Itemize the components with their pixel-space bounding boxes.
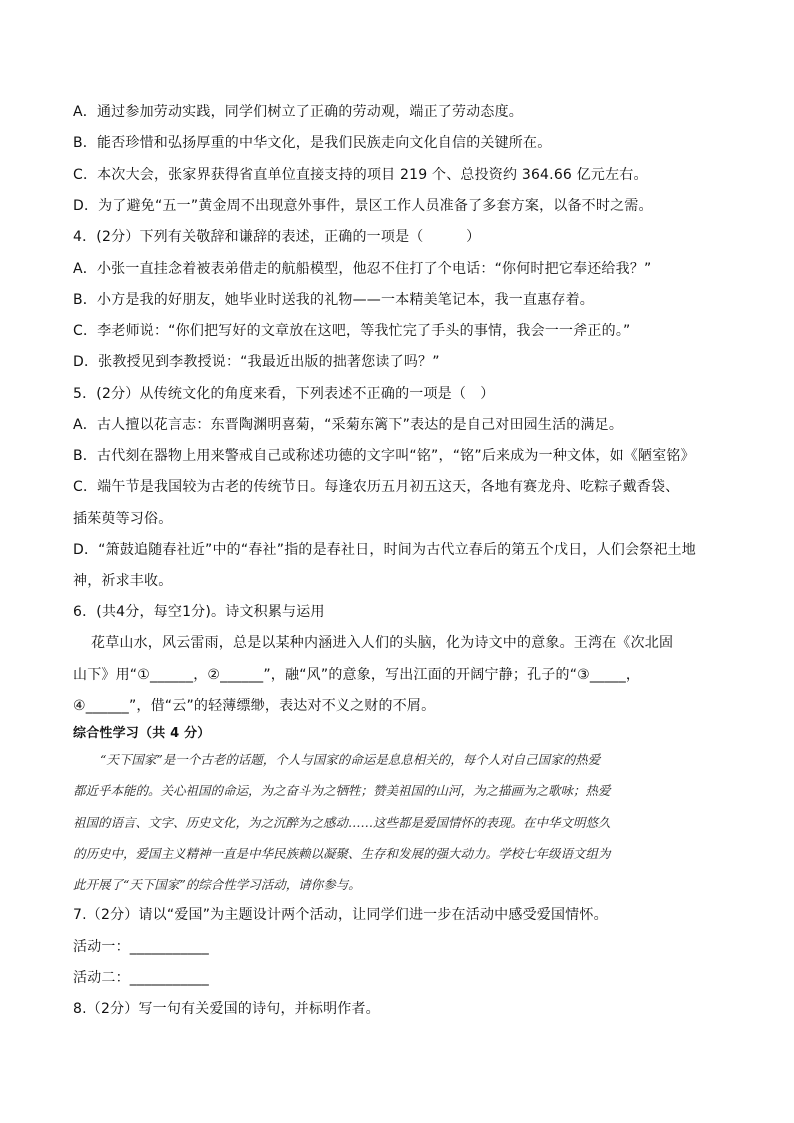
q6-stem: 6．(共4分，每空1分)。诗文积累与运用 [73, 604, 325, 620]
q4-option-b: B．小方是我的好朋友，她毕业时送我的礼物——一本精美笔记本，我一直惠存着。 [73, 292, 595, 308]
q3-option-a: A．通过参加劳动实践，同学们树立了正确的劳动观，端正了劳动态度。 [73, 104, 523, 120]
q6-text-line: 花草山水，风云雷雨，总是以某种内涵进入人们的头脑，化为诗文中的意象。王湾在《次北固 [91, 635, 674, 651]
passage-line: 此开展了“天下国家”的综合性学习活动，请你参与。 [73, 877, 361, 892]
q7-activity-1: 活动一：___________ [73, 939, 209, 955]
q5-option-c: C．端午节是我国较为古老的传统节日。每逢农历五月初五这天，各地有赛龙舟、吃粽子戴香袋、 [73, 479, 680, 495]
q4-option-c: C．李老师说：“你们把写好的文章放在这吧，等我忙完了手头的事情，我会一一斧正的。” [73, 323, 631, 339]
q5-option-a: A．古人擅以花言志：东晋陶渊明喜菊，“采菊东篱下”表达的是自己对田园生活的满足。 [73, 417, 624, 433]
q5-option-c-cont: 插茱萸等习俗。 [73, 511, 173, 527]
section-title: 综合性学习（共 4 分） [73, 726, 211, 741]
passage-line: 的历史中，爱国主义精神一直是中华民族赖以凝聚、生存和发展的强大动力。学校七年级语文组为 [73, 846, 611, 861]
q5-option-d-cont: 神，祈求丰收。 [73, 573, 173, 589]
q4-option-a: A．小张一直挂念着被表弟借走的航船模型，他忍不住打了个电话：“你何时把它奉还给我？” [73, 261, 652, 277]
q3-option-b: B．能否珍惜和弘扬厚重的中华文化，是我们民族走向文化自信的关键所在。 [73, 135, 552, 151]
q3-option-c: C．本次大会，张家界获得省直单位直接支持的项目 219 个、总投资约 364.66 亿元左右。 [73, 167, 648, 183]
passage-line: 都近乎本能的。关心祖国的命运，为之奋斗为之牺牲；赞美祖国的山河，为之描画为之歌咏；热爱 [73, 783, 611, 798]
q8-stem: 8.（2分）写一句有关爱国的诗句，并标明作者。 [73, 1001, 380, 1017]
q4-option-d: D．张教授见到李教授说：“我最近出版的拙著您读了吗？” [73, 354, 440, 370]
q5-stem: 5．(2分）从传统文化的角度来看，下列表述不正确的一项是（ ） [73, 386, 495, 402]
q7-stem: 7.（2分）请以“爱国”为主题设计两个活动，让同学们进一步在活动中感受爱国情怀。 [73, 907, 608, 923]
q4-stem: 4．(2分）下列有关敬辞和谦辞的表述，正确的一项是（ ） [73, 229, 481, 245]
q5-option-b: B．古代刻在器物上用来警戒自己或称述功德的文字叫“铭”，“铭”后来成为一种文体，如《陋室铭》 [73, 448, 695, 464]
q6-text-line: ④______”，借“云”的轻薄缥缈，表达对不义之财的不屑。 [73, 698, 436, 714]
q5-option-d: D．“箫鼓追随春社近”中的“春社”指的是春社日，时间为古代立春后的第五个戊日，人们会祭祀土地 [73, 542, 696, 558]
q7-activity-2: 活动二：___________ [73, 970, 209, 986]
q6-text-line: 山下》用“①______，②______”，融“风”的意象，写出江面的开阔宁静；孔子的“③_____， [73, 667, 641, 683]
passage-line: 祖国的语言、文字、历史文化，为之沉醉为之感动……这些都是爱国情怀的表现。在中华文明悠久 [73, 815, 611, 830]
q3-option-d: D．为了避免“五一”黄金周不出现意外事件，景区工作人员准备了多套方案，以备不时之需。 [73, 198, 653, 214]
passage-line: “天下国家”是一个古老的话题，个人与国家的命运是息息相关的，每个人对自己国家的热爱 [100, 752, 601, 767]
